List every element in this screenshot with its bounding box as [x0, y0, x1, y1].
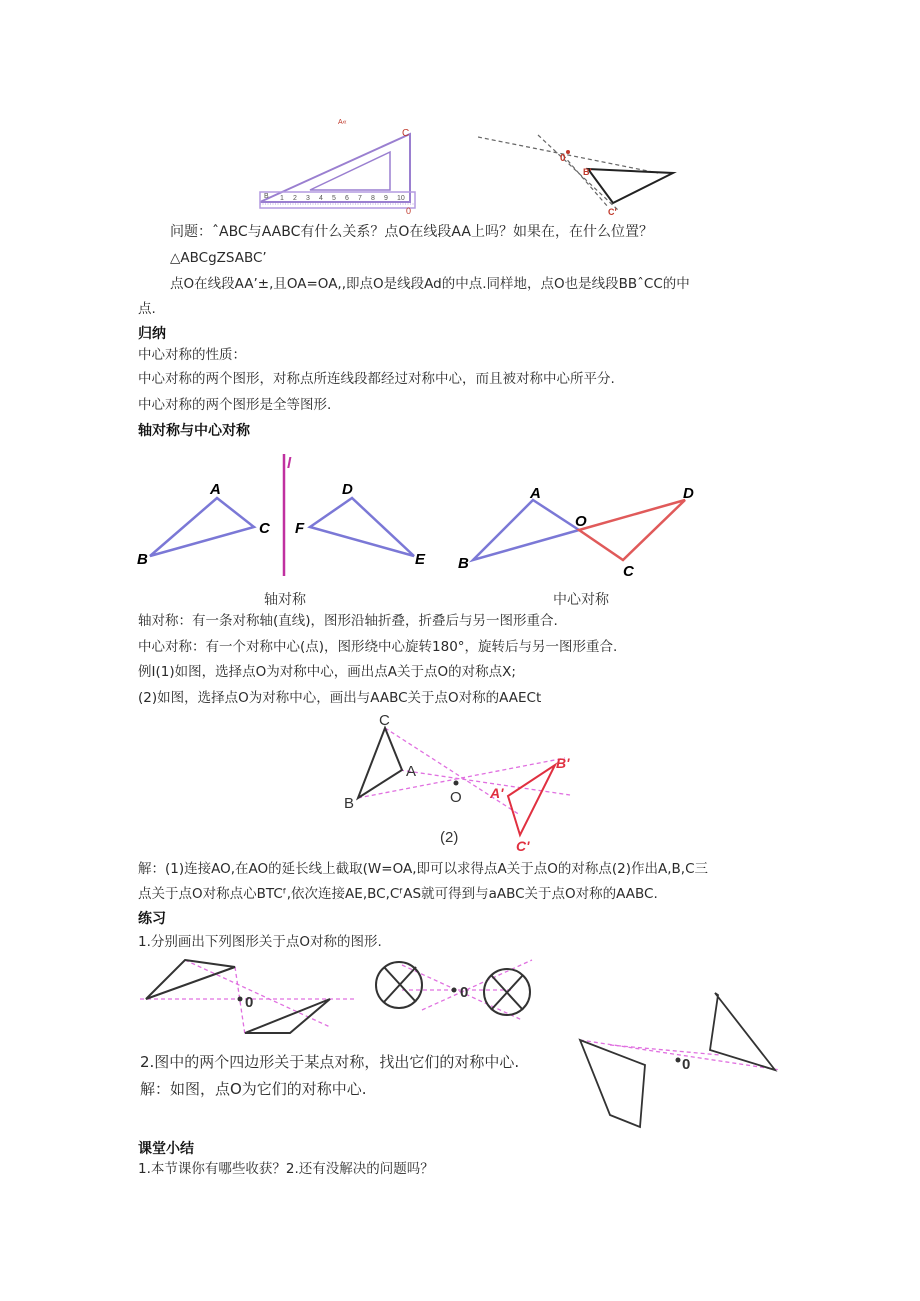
triangle-abc [150, 498, 254, 556]
axis-label-b: B [137, 551, 148, 568]
example-1: 例I(1)如图，选择点O为对称中心，画出点A关于点O的对称点X; [138, 664, 516, 680]
congruence-text: △ABCgZSABC’ [170, 250, 267, 266]
ruler-label-c: C [402, 128, 410, 139]
ruler-tick-label: 4 [319, 195, 323, 202]
example-label-b: B [344, 795, 355, 812]
midpoint-text-2: 点. [138, 301, 156, 317]
example-2: (2)如图，选择点O为对称中心，画出与AABC关于点O对称的AAECt [138, 690, 542, 706]
axis-label-a: A [210, 481, 221, 498]
axis-label-e: E [415, 551, 426, 568]
axis-label-d: D [342, 481, 353, 498]
ruler-label-o: 0 [406, 206, 412, 216]
question-text: 问题：ˆABC与AABC有什么关系？点O在线段AA上吗？如果在，在什么位置？ [170, 224, 653, 240]
ruler-label-b: B [264, 193, 269, 200]
set-square-inner [310, 152, 390, 190]
center-definition: 中心对称：有一个对称中心(点)，图形绕中心旋转180°，旋转后与另一图形重合. [138, 639, 618, 655]
triangle-abc-original [358, 728, 402, 798]
triangle-abo [473, 500, 579, 560]
class-summary: 1.本节课你有哪些收获？2.还有没解决的问题吗？ [138, 1161, 434, 1177]
practice-triangle-original [146, 960, 235, 999]
ruler-tick-label: 9 [384, 195, 388, 202]
solution-2: 点关于点O对称点心BTCᶠ,依次连接AE,BC,CᶠAS就可得到与aABC关于点O对称的AABC. [138, 886, 658, 902]
center-label-o: O [575, 513, 587, 530]
quadrilateral-right [710, 993, 775, 1070]
heading-axis-center: 轴对称与中心对称 [138, 423, 250, 439]
center-caption: 中心对称 [553, 591, 609, 607]
rotation-label-c: C' [608, 207, 617, 217]
ruler-triangle-figure [250, 112, 430, 217]
practice-label-o2: 0 [460, 984, 469, 1001]
practice-2-answer: 解：如图，点O为它们的对称中心. [140, 1080, 367, 1098]
practice-triangles-figure [140, 955, 360, 1040]
example-label-o: O [450, 789, 462, 806]
triangle-abc-image [508, 765, 555, 835]
triangle-dco [579, 500, 685, 560]
center-label-a: A [530, 485, 541, 502]
ruler-label-a: A« [338, 119, 347, 126]
center-label-b: B [458, 555, 469, 572]
practice-circles-figure [372, 955, 562, 1035]
ruler-tick-label: 7 [358, 195, 362, 202]
property-title: 中心对称的性质： [138, 347, 246, 363]
axis-symmetry-figure [132, 448, 442, 608]
axis-label-c: C [259, 520, 270, 537]
example-label-a2: A' [490, 785, 504, 801]
ruler-tick-label: 6 [345, 195, 349, 202]
ruler-tick-label: 5 [332, 195, 336, 202]
axis-caption: 轴对称 [264, 591, 306, 607]
quadrilateral-left [580, 1040, 645, 1127]
central-symmetry-figure [455, 480, 705, 610]
solution-1: 解：(1)连接AO,在AO的延长线上截取(W=OA,即可以求得点A关于点O的对称点(2)作出A,B,C三 [138, 861, 708, 877]
practice-triangle-image [245, 999, 330, 1033]
example-figure [340, 710, 590, 855]
center-label-d: D [683, 485, 694, 502]
axis-definition: 轴对称：有一条对称轴(直线)，图形沿轴折叠，折叠后与另一图形重合. [138, 613, 558, 629]
ruler-tick-label: 2 [293, 195, 297, 202]
center-label-c: C [623, 563, 634, 580]
axis-label-f: F [295, 520, 305, 537]
heading-class-summary: 课堂小结 [138, 1141, 194, 1157]
midpoint-text-1: 点O在线段AA’±,且OA=OA,,即点O是线段Ad的中点.同样地，点O也是线段BBˆCC的中 [170, 276, 690, 292]
ruler-tick-label: 3 [306, 195, 310, 202]
ruler-tick-label: 8 [371, 195, 375, 202]
property-1: 中心对称的两个图形，对称点所连线段都经过对称中心，而且被对称中心所平分. [138, 371, 615, 387]
rotation-label-b: B' [583, 167, 592, 177]
example-label-a: A [406, 763, 417, 780]
rotation-figure [478, 125, 693, 220]
example-label-c: C [379, 712, 390, 729]
axis-label-l: l [287, 455, 292, 472]
rotation-label-o: 0 [560, 153, 566, 164]
property-2: 中心对称的两个图形是全等图形. [138, 397, 332, 413]
ruler-tick-label: 1 [280, 195, 284, 202]
ruler-ticks [280, 195, 405, 202]
practice-1: 1.分别画出下列图形关于点O对称的图形. [138, 934, 382, 950]
triangle-def [310, 498, 414, 556]
heading-summary: 归纳 [138, 326, 166, 342]
practice-label-o3: 0 [682, 1056, 691, 1073]
practice-label-o1: 0 [245, 994, 254, 1011]
quadrilateral-figure [570, 985, 790, 1130]
practice-2: 2.图中的两个四边形关于某点对称，找出它们的对称中心. [140, 1053, 520, 1071]
example-label-b2: B' [556, 755, 570, 771]
example-label-c2: C' [516, 838, 530, 854]
example-caption: (2) [440, 829, 459, 846]
ruler-tick-label: 10 [397, 195, 405, 202]
heading-practice: 练习 [138, 911, 166, 927]
